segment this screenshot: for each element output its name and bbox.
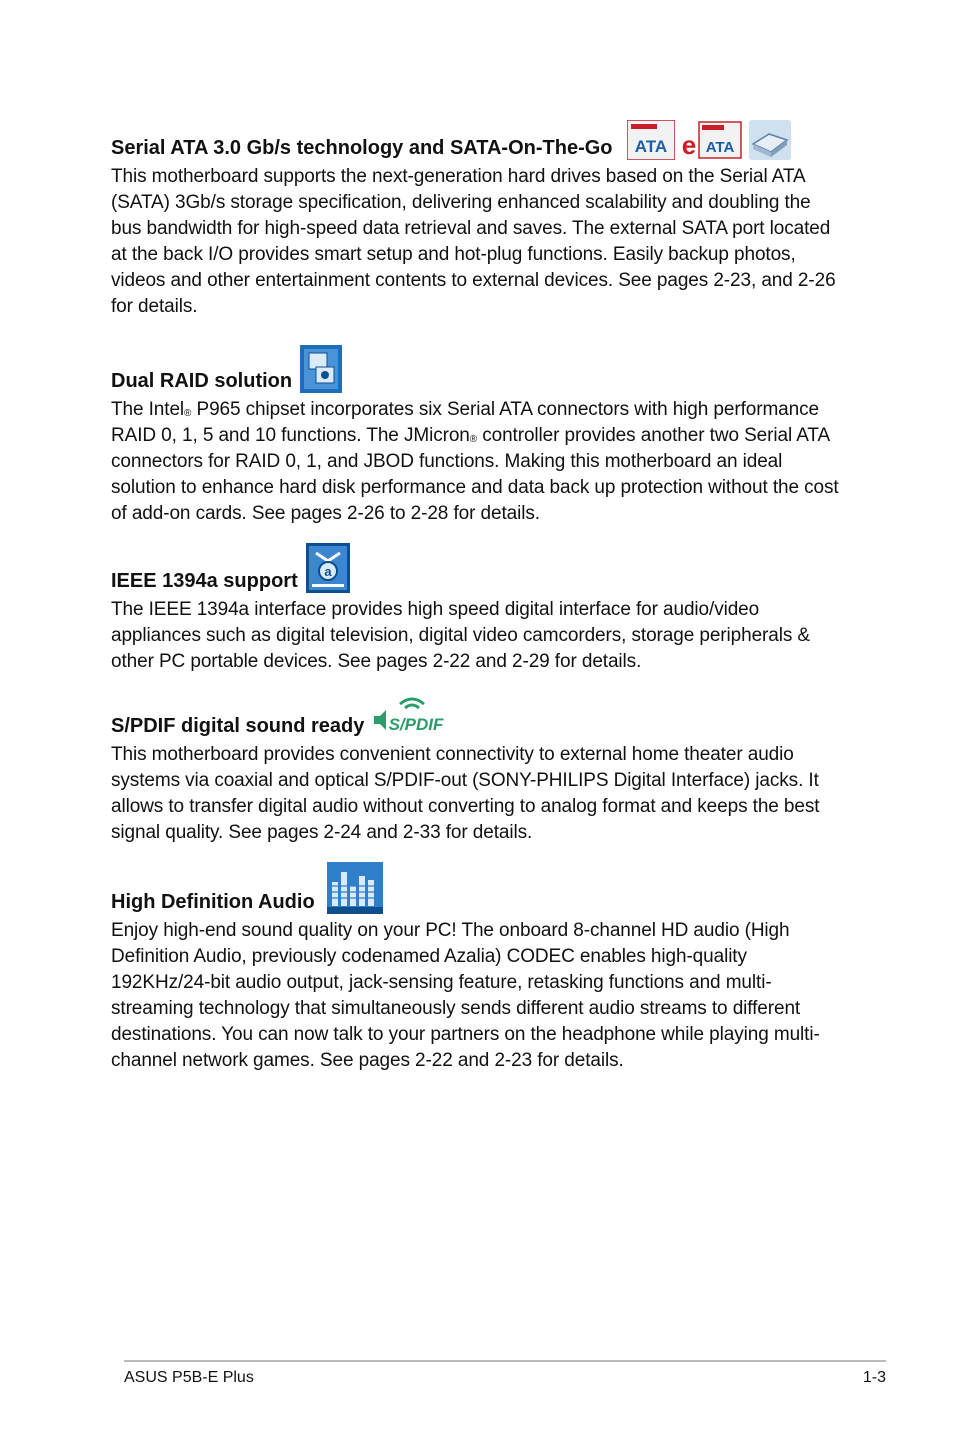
section-hd-audio (111, 862, 846, 1074)
heading-text: IEEE 1394a support (111, 570, 298, 592)
section-body (111, 397, 846, 527)
spdif-icon (372, 694, 448, 738)
body-part-1: The Intel (111, 399, 185, 420)
esata-icon-e: e (681, 130, 696, 160)
section-dual-raid (111, 345, 846, 527)
body-part-3: controller provides another two Serial ATA connectors for RAID 0, 1, and JBOD functions. Making this motherboard an ideal solution to enhance hard disk performance and data back up protection without the cost of add-on cards. See pages 2-26 to 2-28 for details. (111, 425, 839, 524)
section-body: The IEEE 1394a interface provides high speed digital interface for audio/video appliances such as digital television, digital video camcorders, storage peripherals & other PC portable devices. See pages 2-22 and 2-29 for details. (111, 599, 811, 672)
esata-icon-text: ATA (705, 139, 734, 156)
section-spdif (111, 694, 846, 846)
section-heading (111, 694, 846, 738)
footer-rule (124, 1360, 886, 1362)
esata-icon (681, 120, 743, 160)
section-body: Enjoy high-end sound quality on your PC! The onboard 8-channel HD audio (High Definition Audio, previously codenamed Azalia) CODEC enables high-quality 192KHz/24-bit audio output, jack-sensing feature, retasking functions and multi-streaming technology that simultaneously sends different audio streams to different destinations. You can now talk to your partners on the headphone while playing multi-channel network games. See pages 2-22 and 2-23 for details. (111, 920, 820, 1071)
registered-mark: ® (184, 408, 192, 419)
heading-text: High Definition Audio (111, 891, 315, 913)
spdif-icon-text: S/PDIF (388, 715, 444, 734)
section-body: This motherboard provides convenient connectivity to external home theater audio systems via coaxial and optical S/PDIF-out (SONY-PHILIPS Digital Interface) jacks. It allows to transfer digital audio without converting to analog format and keeps the best signal quality. See pages 2-24 and 2-33 for details. (111, 744, 820, 843)
ieee1394-icon (306, 543, 350, 593)
section-heading (111, 862, 846, 914)
section-heading (111, 120, 846, 160)
heading-text: S/PDIF digital sound ready (111, 715, 365, 737)
section-ieee1394 (111, 543, 846, 675)
section-sata (111, 120, 846, 320)
footer-page-number: 1-3 (862, 1369, 886, 1386)
heading-icons (627, 120, 791, 160)
section-heading (111, 345, 846, 393)
serial-ata-icon (627, 120, 675, 160)
heading-text: Serial ATA 3.0 Gb/s technology and SATA-On-The-Go (111, 137, 613, 159)
registered-mark: ® (469, 434, 478, 445)
body-part-2: P965 chipset incorporates six Serial ATA connectors with high performance RAID 0, 1, 5 and 10 functions. The JMicron (111, 399, 819, 446)
hd-audio-icon (327, 862, 383, 914)
section-heading (111, 543, 846, 593)
section-body: This motherboard supports the next-generation hard drives based on the Serial ATA (SATA) 3Gb/s storage specification, delivering enhanced scalability and doubling the bus bandwidth for high-speed data retrieval and saves. The external SATA port located at the back I/O provides smart setup and hot-plug functions. Easily backup photos, videos and other entertainment contents to external devices. See pages 2-23, and 2-26 for details. (111, 166, 836, 317)
heading-text: Dual RAID solution (111, 370, 293, 392)
serial-ata-icon-text: ATA (634, 137, 667, 156)
footer-product-name: ASUS P5B-E Plus (124, 1369, 254, 1386)
sata-on-the-go-icon (749, 120, 791, 160)
dual-raid-icon (300, 345, 342, 393)
ieee1394-icon-text: a (324, 564, 332, 579)
